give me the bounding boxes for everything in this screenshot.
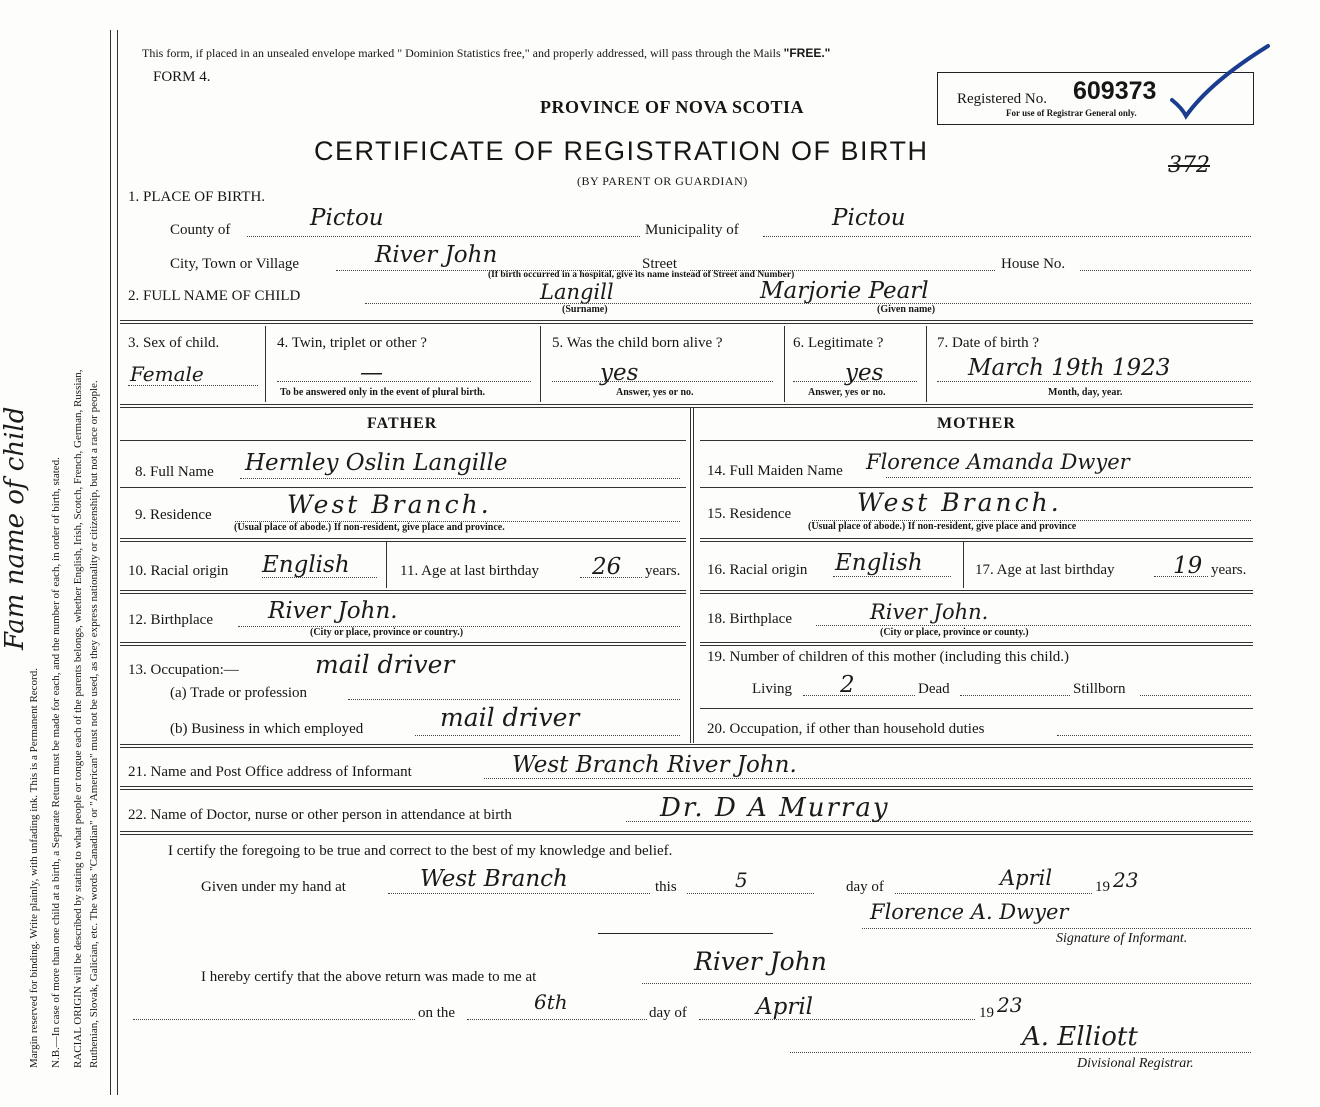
twin-value: —: [360, 360, 383, 386]
registered-label: Registered No.: [957, 91, 1047, 107]
registered-number: 609373: [1073, 77, 1157, 105]
father-occupation-value: mail driver: [315, 650, 455, 679]
given-year: 23: [1113, 868, 1139, 892]
twin-note: To be answered only in the event of plural birth.: [280, 387, 486, 398]
given-under-label: Given under my hand at: [201, 879, 346, 895]
free-notice: This form, if placed in an unsealed envelope marked " Dominion Statistics free," and properly addressed, will pass through the Mails "FREE.": [142, 46, 831, 60]
living-value: 2: [840, 672, 855, 698]
city-value: River John: [375, 242, 498, 268]
father-occupation-label: 13. Occupation:—: [128, 662, 239, 678]
father-heading: FATHER: [367, 415, 438, 432]
form-number: FORM 4.: [153, 69, 211, 85]
father-racial-label: 10. Racial origin: [128, 563, 229, 579]
father-residence-note: (Usual place of abode.) If non-resident, give place and province.: [234, 522, 505, 533]
date-of-birth-note: Month, day, year.: [1048, 387, 1123, 398]
province-heading: PROVINCE OF NOVA SCOTIA: [540, 97, 805, 117]
registrar-day-of-label: day of: [649, 1005, 687, 1021]
margin-binding-note: Margin reserved for binding. Write plainly, with unfading ink. This is a Permanent Record.: [28, 668, 40, 1068]
father-name-value: Hernley Oslin Langille: [245, 450, 508, 476]
municipality-label: Municipality of: [645, 222, 739, 238]
house-number-label: House No.: [1001, 256, 1066, 272]
legitimate-label: 6. Legitimate ?: [793, 335, 884, 351]
sex-value: Female: [130, 362, 204, 386]
mother-birthplace-value: River John.: [870, 600, 989, 624]
margin-racial-note-1: RACIAL ORIGIN will be described by stating to what people or tongue each of the parents belongs, whether English, Irish, Scotch, French, German, Russian,: [72, 369, 84, 1068]
child-surname: Langill: [540, 280, 614, 304]
check-mark-icon: [1170, 42, 1280, 122]
registrar-place: River John: [694, 947, 827, 976]
city-label: City, Town or Village: [170, 256, 300, 272]
mother-heading: MOTHER: [937, 415, 1016, 432]
father-residence-value: West Branch.: [287, 490, 492, 519]
father-birthplace-note: (City or place, province or country.): [310, 627, 464, 638]
mother-racial-value: English: [835, 550, 923, 576]
informant-signature: Florence A. Dwyer: [870, 900, 1069, 924]
father-age-label: 11. Age at last birthday: [400, 563, 539, 579]
twin-label: 4. Twin, triplet or other ?: [277, 335, 427, 351]
street-label: Street: [642, 256, 677, 272]
father-birthplace-value: River John.: [268, 598, 398, 624]
date-of-birth-value: March 19th 1923: [968, 355, 1171, 381]
mother-age-label: 17. Age at last birthday: [975, 562, 1115, 578]
margin-handwritten-note: Fam name of child: [0, 406, 30, 650]
mother-name-label: 14. Full Maiden Name: [707, 463, 843, 479]
born-alive-note: Answer, yes or no.: [616, 387, 694, 398]
father-name-label: 8. Full Name: [135, 464, 214, 480]
father-age-value: 26: [592, 554, 622, 580]
rule: [120, 320, 1253, 324]
mother-age-value: 19: [1173, 553, 1203, 579]
mother-residence-value: West Branch.: [857, 488, 1062, 517]
county-label: County of: [170, 222, 231, 238]
mother-racial-label: 16. Racial origin: [707, 562, 808, 578]
registrar-year: 23: [997, 993, 1023, 1017]
mother-name-value: Florence Amanda Dwyer: [866, 450, 1130, 474]
certify-statement: I certify the foregoing to be true and correct to the best of my knowledge and belief.: [168, 843, 673, 859]
on-the-label: on the: [418, 1005, 456, 1021]
mother-birthplace-note: (City or place, province or county.): [880, 627, 1029, 638]
mother-residence-label: 15. Residence: [707, 506, 792, 522]
registrar-day: 6th: [534, 990, 568, 1014]
margin-nb-note: N.B.—In case of more than one child at a birth, a Separate Return must be made for each, and the number of each, in order of birth, stated.: [50, 457, 62, 1068]
surname-label: (Surname): [562, 304, 608, 315]
doctor-label: 22. Name of Doctor, nurse or other person in attendance at birth: [128, 807, 512, 823]
legitimate-value: yes: [845, 360, 884, 386]
margin-rule-inner: [117, 30, 118, 1095]
struck-number: 372: [1168, 153, 1210, 178]
registrar-year-prefix: 19: [979, 1005, 994, 1021]
father-birthplace-label: 12. Birthplace: [128, 612, 213, 628]
mother-children-label: 19. Number of children of this mother (including this child.): [707, 649, 1070, 665]
date-of-birth-label: 7. Date of birth ?: [937, 335, 1040, 351]
given-year-prefix: 19: [1095, 879, 1110, 895]
hospital-note: (If birth occurred in a hospital, give its name instead of Street and Number): [488, 270, 795, 280]
municipality-value: Pictou: [832, 205, 906, 231]
child-name-label: 2. FULL NAME OF CHILD: [128, 288, 301, 304]
given-name-label: (Given name): [877, 304, 936, 315]
given-place: West Branch: [420, 866, 568, 892]
given-day: 5: [735, 868, 748, 892]
born-alive-value: yes: [600, 360, 639, 386]
informant-value: West Branch River John.: [512, 752, 797, 778]
day-of-label: day of: [846, 879, 884, 895]
living-label: Living: [752, 681, 792, 697]
child-given-name: Marjorie Pearl: [760, 278, 929, 304]
mother-occupation-label: 20. Occupation, if other than household duties: [707, 721, 985, 737]
father-racial-value: English: [262, 552, 350, 578]
registrar-statement: I hereby certify that the above return was made to me at: [201, 969, 537, 985]
sex-label: 3. Sex of child.: [128, 335, 220, 351]
father-trade-label: (a) Trade or profession: [170, 685, 308, 701]
given-month: April: [1000, 866, 1053, 890]
county-value: Pictou: [310, 205, 384, 231]
column-divider: [690, 408, 694, 743]
registrar-signature-label: Divisional Registrar.: [1077, 1056, 1194, 1071]
doctor-value: Dr. D A Murray: [660, 793, 890, 823]
certificate-subtitle: (BY PARENT OR GUARDIAN): [577, 174, 748, 188]
registrar-month: April: [756, 994, 814, 1020]
father-business-value: mail driver: [440, 703, 580, 732]
born-alive-label: 5. Was the child born alive ?: [552, 335, 723, 351]
margin-racial-note-2: Ruthenian, Slovak, Galician, etc. The words "Canadian" or "American" must not be used, as they express nationality or citizenship, but not a race or people.: [88, 380, 100, 1068]
father-residence-label: 9. Residence: [135, 507, 212, 523]
registrar-note: For use of Registrar General only.: [1006, 108, 1137, 118]
registrar-signature: A. Elliott: [1022, 1022, 1138, 1052]
certificate-title: CERTIFICATE OF REGISTRATION OF BIRTH: [314, 136, 929, 166]
this-label: this: [655, 879, 677, 895]
dead-label: Dead: [918, 681, 950, 697]
mother-residence-note: (Usual place of abode.) If non-resident, give place and province: [808, 521, 1077, 532]
mother-birthplace-label: 18. Birthplace: [707, 611, 792, 627]
stillborn-label: Stillborn: [1073, 681, 1126, 697]
informant-label: 21. Name and Post Office address of Informant: [128, 764, 412, 780]
father-business-label: (b) Business in which employed: [170, 721, 364, 737]
place-of-birth-heading: 1. PLACE OF BIRTH.: [128, 189, 266, 205]
legitimate-note: Answer, yes or no.: [808, 387, 886, 398]
mother-years-label: years.: [1211, 562, 1247, 578]
informant-signature-label: Signature of Informant.: [1056, 931, 1188, 946]
margin-rule: [110, 30, 111, 1095]
father-years-label: years.: [645, 563, 681, 579]
